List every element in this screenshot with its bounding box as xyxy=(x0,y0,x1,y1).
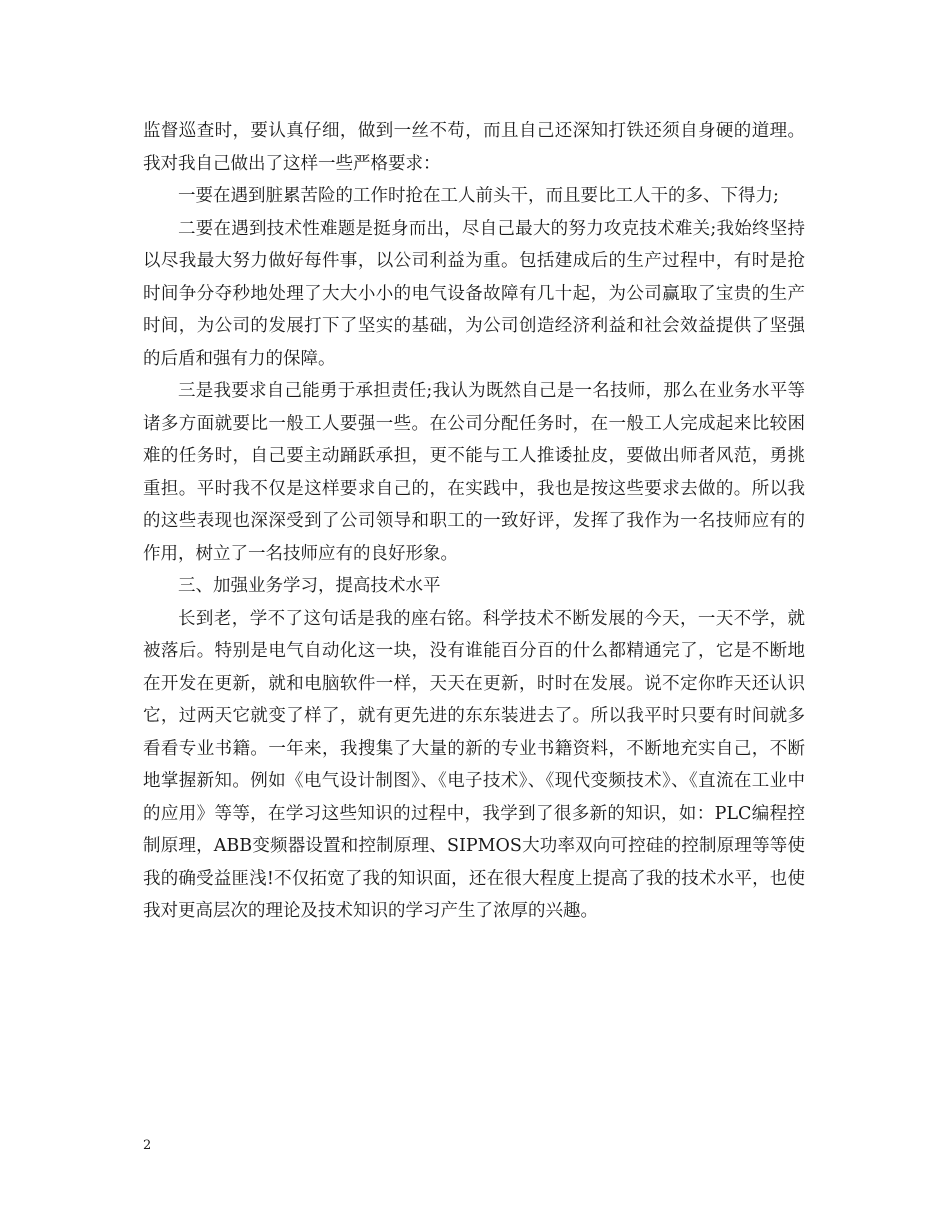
paragraph-4: 三是我要求自己能勇于承担责任;我认为既然自己是一名技师，那么在业务水平等诸多方面就要比一般工人要强一些。在公司分配任务时，在一般工人完成起来比较困难的任务时，自己要主动踊跃承担，更不能与工人推诿扯皮，要做出师者风范，勇挑重担。平时我不仅是这样要求自己的，在实践中，我也是按这些要求去做的。所以我的这些表现也深深受到了公司领导和职工的一致好评，发挥了我作为一名技师应有的作用，树立了一名技师应有的良好形象。 xyxy=(143,381,805,564)
section-heading: 三、加强业务学习，提高技术水平 xyxy=(178,576,441,596)
paragraph-3: 二要在遇到技术性难题是挺身而出，尽自己最大的努力攻克技术难关;我始终坚持以尽我最大努力做好每件事，以公司利益为重。包括建成后的生产过程中，有时是抢时间争分夺秒地处理了大大小小的电气设备故障有几十起，为公司赢取了宝贵的生产时间，为公司的发展打下了坚实的基础，为公司创造经济利益和社会效益提供了坚强的后盾和强有力的保障。 xyxy=(143,218,805,369)
paragraph-2: 一要在遇到脏累苦险的工作时抢在工人前头干，而且要比工人干的多、下得力; xyxy=(178,186,779,206)
page-number: 2 xyxy=(143,1138,152,1153)
document-body xyxy=(143,115,805,928)
paragraph-1: 监督巡查时，要认真仔细，做到一丝不苟，而且自己还深知打铁还须自身硬的道理。我对我自己做出了这样一些严格要求： xyxy=(143,121,805,174)
paragraph-5: 长到老，学不了这句话是我的座右铭。科学技术不断发展的今天，一天不学，就被落后。特别是电气自动化这一块，没有谁能百分百的什么都精通完了，它是不断地在开发在更新，就和电脑软件一样，天天在更新，时时在发展。说不定你昨天还认识它，过两天它就变了样了，就有更先进的东东装进去了。所以我平时只要有时间就多看看专业书籍。一年来，我搜集了大量的新的专业书籍资料，不断地充实自己，不断地掌握新知。例如《电气设计制图》、《电子技术》、《现代变频技术》、《直流在工业中的应用》等等，在学习这些知识的过程中，我学到了很多新的知识，如：PLC编程控制原理，ABB变频器设置和控制原理、SIPMOS大功率双向可控硅的控制原理等等使我的确受益匪浅!不仅拓宽了我的知识面，还在很大程度上提高了我的技术水平，也使我对更高层次的理论及技术知识的学习产生了浓厚的兴趣。 xyxy=(143,608,805,921)
